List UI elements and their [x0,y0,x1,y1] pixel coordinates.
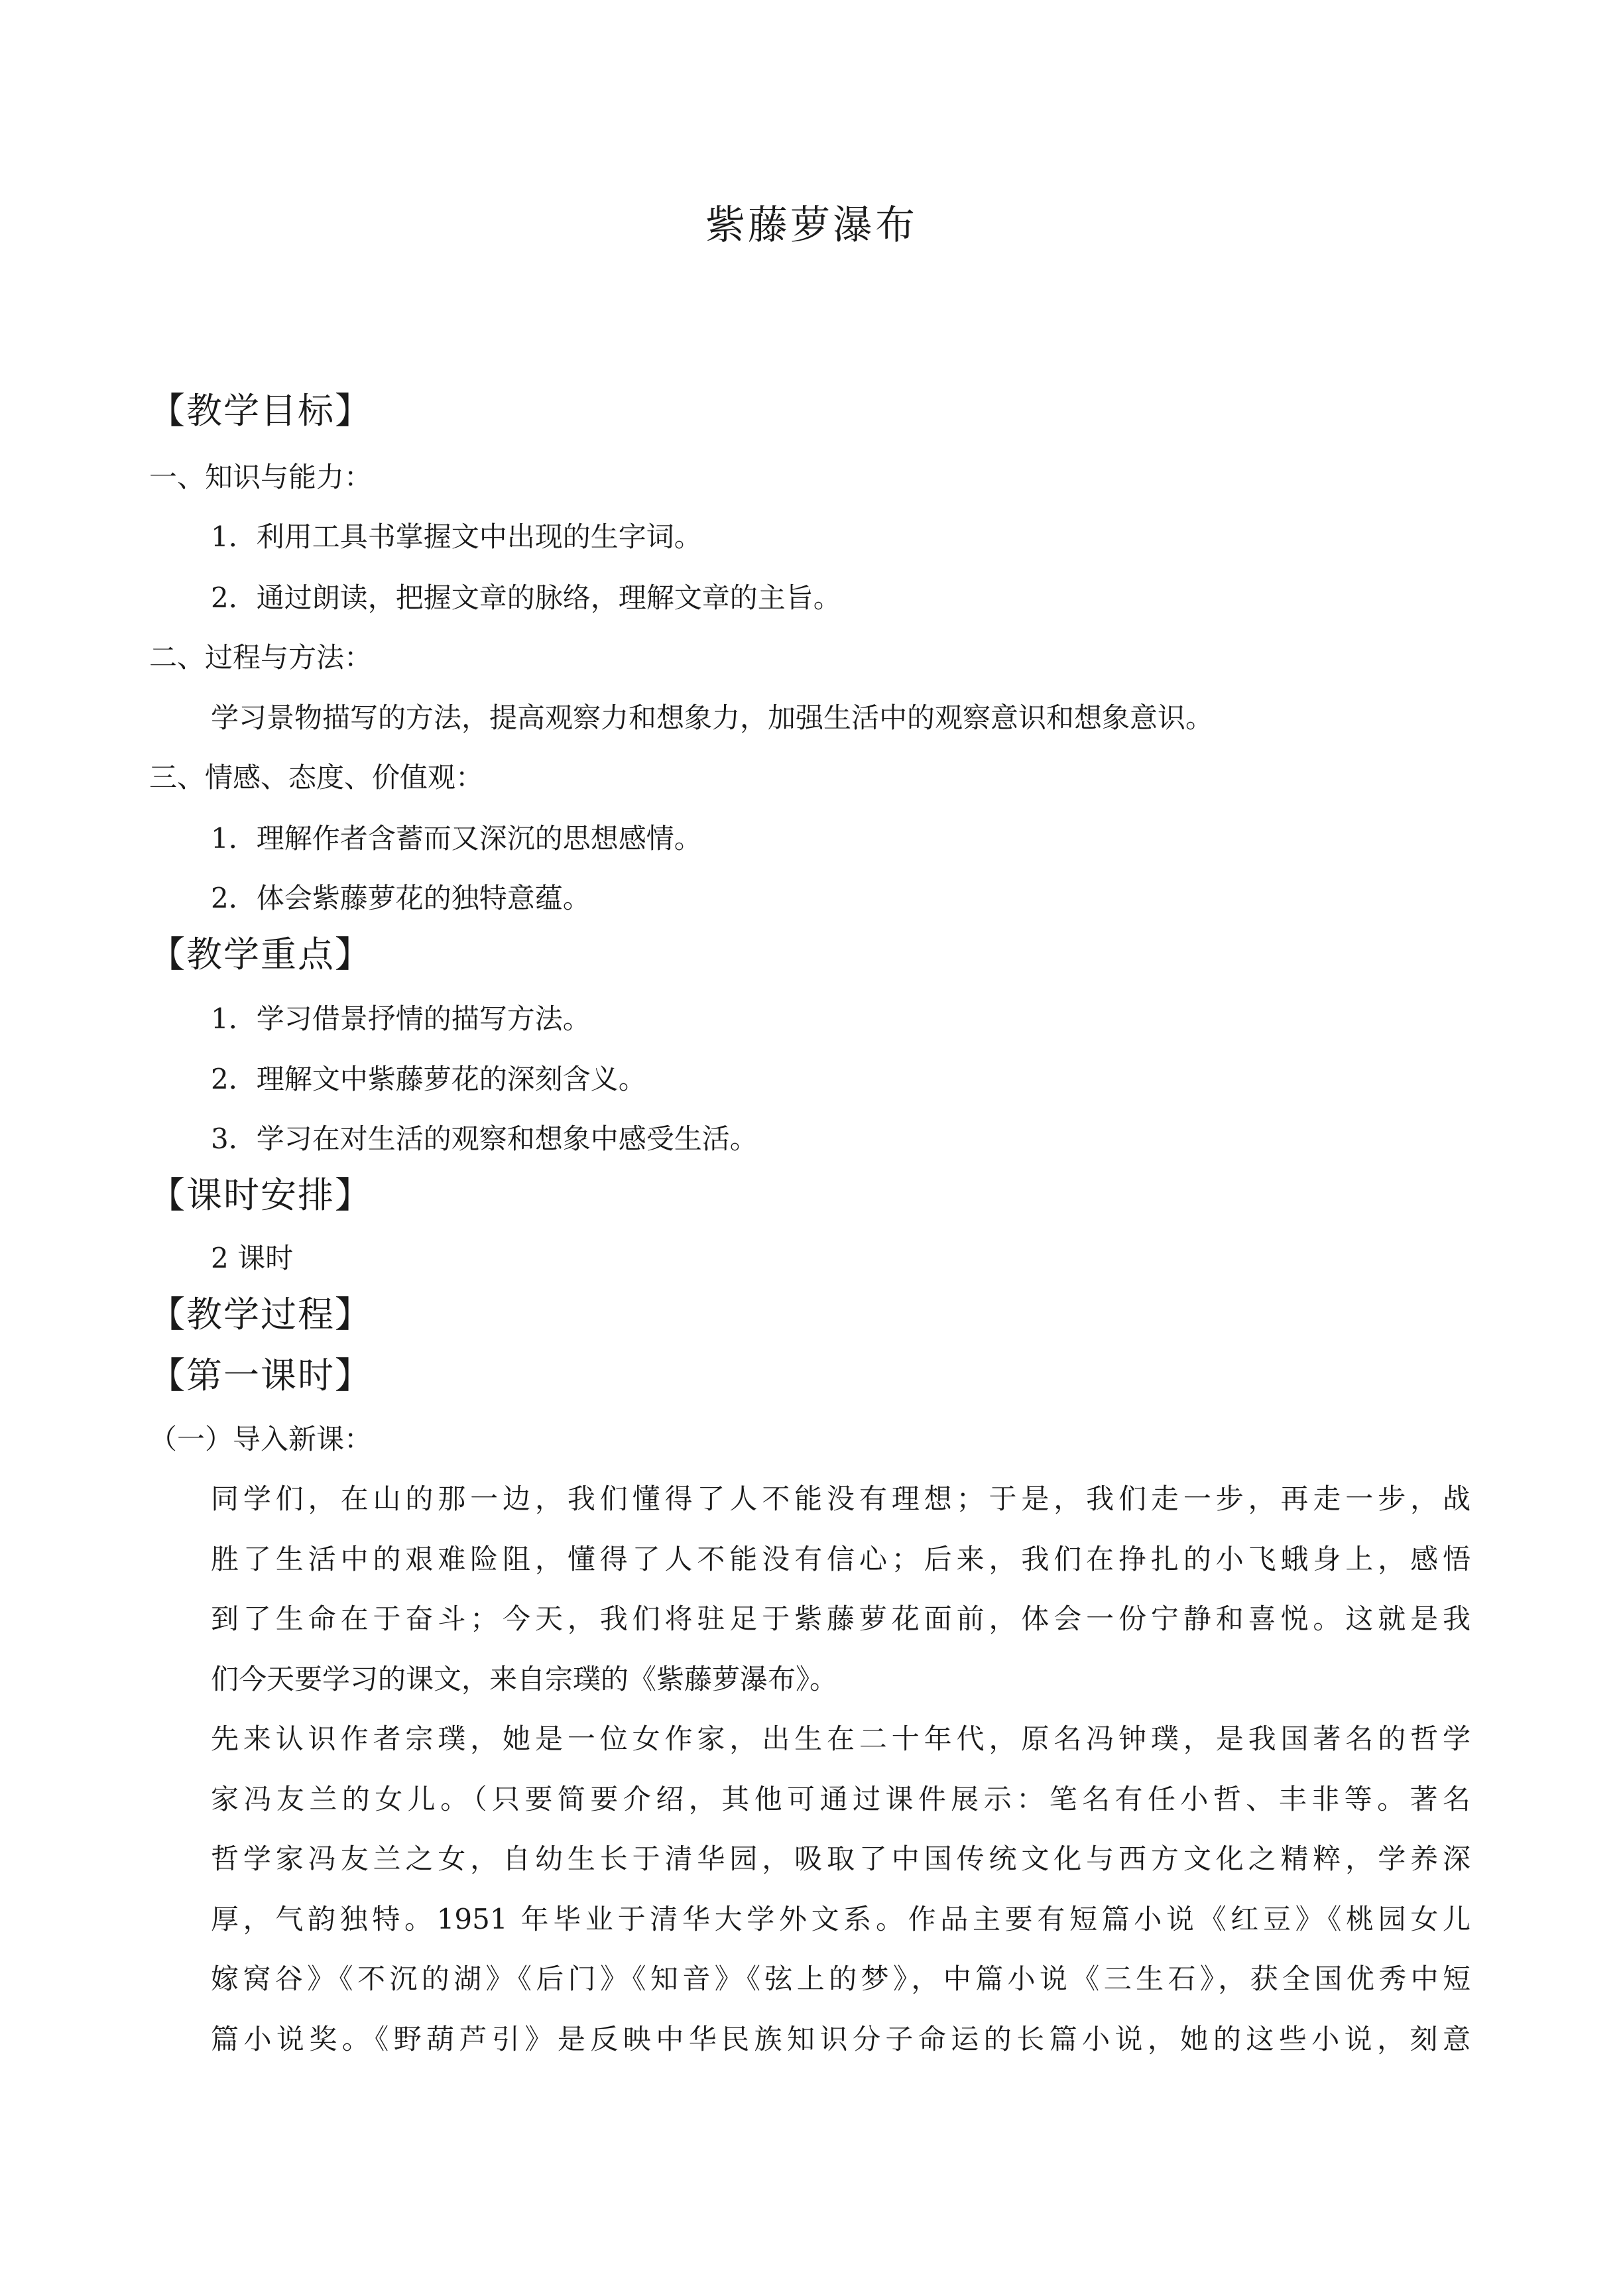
author-line-2: 家冯友兰的女儿。（只要简要介绍，其他可通过课件展示：笔名有任小哲、丰非等。著名 [211,1783,1471,1815]
intro-line-3: 到了生命在于奋斗；今天，我们将驻足于紫藤萝花面前，体会一份宁静和喜悦。这就是我 [211,1602,1471,1635]
heading-teaching-goals: 【教学目标】 [149,390,372,432]
goal3-item-2: 2．体会紫藤萝花的独特意蕴。 [211,882,591,914]
goal1-item-1: 1．利用工具书掌握文中出现的生字词。 [211,520,702,553]
goal2-text: 学习景物描写的方法，提高观察力和想象力，加强生活中的观察意识和想象意识。 [211,701,1214,734]
subheading-intro: （一）导入新课： [149,1423,373,1455]
heading-teaching-process: 【教学过程】 [149,1294,372,1335]
schedule-text: 2 课时 [211,1242,294,1274]
author-line-1: 先来认识作者宗璞，她是一位女作家，出生在二十年代，原名冯钟璞，是我国著名的哲学 [211,1722,1471,1755]
heading-first-lesson: 【第一课时】 [149,1355,372,1396]
goal3-item-1: 1．理解作者含蓄而又深沉的思想感情。 [211,822,702,855]
goal1-item-2: 2．通过朗读，把握文章的脉络，理解文章的主旨。 [211,581,841,614]
heading-schedule: 【课时安排】 [149,1174,372,1216]
author-line-3: 哲学家冯友兰之女，自幼生长于清华园，吸取了中国传统文化与西方文化之精粹，学养深 [211,1843,1471,1875]
focus-item-2: 2．理解文中紫藤萝花的深刻含义。 [211,1063,646,1095]
intro-line-1: 同学们，在山的那一边，我们懂得了人不能没有理想；于是，我们走一步，再走一步，战 [211,1482,1471,1515]
author-line-4: 厚，气韵独特。1951 年毕业于清华大学外文系。作品主要有短篇小说《红豆》《桃园女儿 [211,1903,1471,1935]
author-line-6: 篇小说奖。《野葫芦引》是反映中华民族知识分子命运的长篇小说，她的这些小说，刻意 [211,2023,1471,2055]
intro-line-2: 胜了生活中的艰难险阻，懂得了人不能没有信心；后来，我们在挣扎的小飞蛾身上，感悟 [211,1543,1471,1575]
document-title: 紫藤萝瀑布 [705,202,918,249]
author-line-5: 嫁窝谷》《不沉的湖》《后门》《知音》《弦上的梦》，中篇小说《三生石》，获全国优秀中短 [211,1963,1471,1995]
intro-line-4: 们今天要学习的课文，来自宗璞的《紫藤萝瀑布》。 [211,1663,838,1695]
subheading-knowledge-ability: 一、知识与能力： [149,461,373,493]
subheading-emotion-values: 三、情感、态度、价值观： [149,761,484,794]
focus-item-3: 3．学习在对生活的观察和想象中感受生活。 [211,1122,758,1155]
focus-item-1: 1．学习借景抒情的描写方法。 [211,1002,591,1035]
heading-teaching-focus: 【教学重点】 [149,934,372,975]
subheading-process-method: 二、过程与方法： [149,641,373,674]
